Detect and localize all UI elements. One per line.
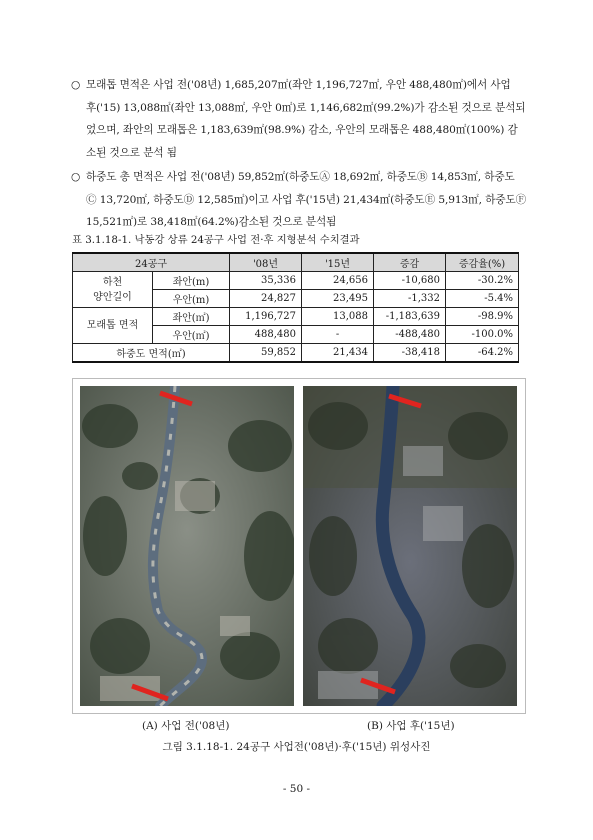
sub-caption-after: (B) 사업 후('15년) [367,720,455,732]
row-sub-label: 우안(㎡) [153,326,230,344]
sub-caption-before: (A) 사업 전('08년) [142,720,230,732]
satellite-image-after [303,386,517,706]
table-row [73,272,519,290]
row-sub-label: 우안(m) [153,290,230,308]
cell-value: 1,196,727 [230,308,302,326]
paragraph-line: 후('15) 13,088㎡(좌안 13,088㎡, 우안 0㎡)로 1,146,682㎡(99.2%)가 감소된 것으로 분석되 [86,101,526,114]
paragraph-line: 하중도 총 면적은 사업 전('08년) 59,852㎡(하중도Ⓐ 18,692㎡, 하중도Ⓑ 14,853㎡, 하중도 [86,171,515,183]
table-header-row [73,253,519,272]
page-number: - 50 - [282,783,311,795]
paragraph-line: 소된 것으로 분석 됨 [86,146,177,159]
bullet-mark: ○ [71,171,81,183]
paragraph-sandbar-area [72,74,528,164]
satellite-photo-after [303,386,517,706]
cell-value: -38,418 [374,344,446,363]
cell-value: -10,680 [374,272,446,290]
cell-value: 24,827 [230,290,302,308]
paragraph-line: 모래톱 면적은 사업 전('08년) 1,685,207㎡(좌안 1,196,727㎡, 우안 488,480㎡)에서 사업 [86,79,511,91]
cell-value: -1,332 [374,290,446,308]
row-sub-label: 좌안(m) [153,272,230,290]
group-label-line: 하천 [102,276,123,288]
table-caption: 표 3.1.18-1. 낙동강 상류 24공구 사업 전·후 지형분석 수치결과 [72,234,360,246]
cell-value: -64.2% [446,344,519,363]
row-total-label: 하중도 면적(㎡) [73,344,230,363]
row-sub-label: 좌안(㎡) [153,308,230,326]
satellite-image-before [80,386,294,706]
paragraph-island-area [72,166,528,234]
paragraph-line: Ⓒ 13,720㎡, 하중도Ⓓ 12,585㎡)이고 사업 후('15년) 21,434㎡(하중도Ⓔ 5,913㎡, 하중도Ⓕ [86,193,527,206]
column-header: '08년 [230,253,302,272]
bullet-mark: ○ [71,79,81,91]
table-row-total [73,344,519,363]
cell-value: 21,434 [302,344,374,363]
figure-caption: 그림 3.1.18-1. 24공구 사업전('08년)·후('15년) 위성사진 [162,741,431,753]
column-header: 증감 [374,253,446,272]
cell-value: - [302,326,374,344]
cell-value: -488,480 [374,326,446,344]
cell-value: 488,480 [230,326,302,344]
terrain-analysis-table [72,252,519,363]
column-header: 24공구 [73,253,230,272]
cell-value: -5.4% [446,290,519,308]
cell-value: 35,336 [230,272,302,290]
paragraph-line: 었으며, 좌안의 모래톱은 1,183,639㎡(98.9%) 감소, 우안의 모래톱은 488,480㎡(100%) 감 [86,124,518,136]
column-header: 증감율(%) [446,253,519,272]
satellite-figure [72,378,526,714]
group-label-line: 양안길이 [93,291,132,303]
satellite-photo-before [80,386,294,706]
column-header: '15년 [302,253,374,272]
cell-value: -1,183,639 [374,308,446,326]
cell-value: 24,656 [302,272,374,290]
cell-value: -98.9% [446,308,519,326]
cell-value: 13,088 [302,308,374,326]
table-row [73,308,519,326]
paragraph-line: 15,521㎡)로 38,418㎡(64.2%)감소된 것으로 분석됨 [86,216,337,228]
row-group-label [73,308,153,344]
cell-value: 23,495 [302,290,374,308]
cell-value: 59,852 [230,344,302,363]
row-group-label [73,272,153,308]
cell-value: -30.2% [446,272,519,290]
group-label-line: 모래톱 면적 [86,320,139,331]
cell-value: -100.0% [446,326,519,344]
